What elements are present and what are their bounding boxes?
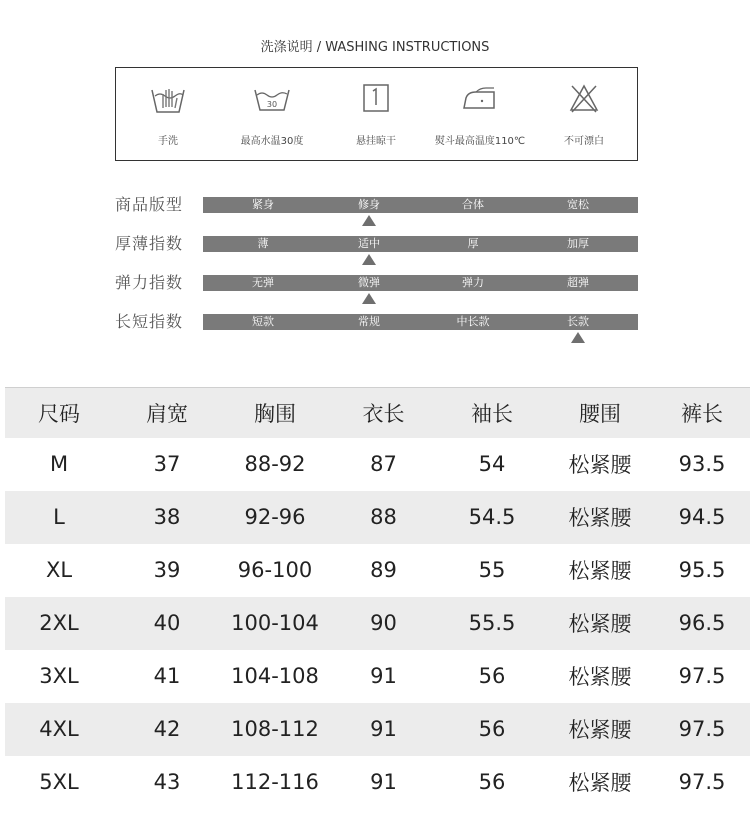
- table-row: [5, 756, 750, 809]
- wash-item-hang-dry: [324, 68, 428, 162]
- attr-row-length: [115, 312, 638, 352]
- table-cell: XL: [45, 558, 73, 582]
- wash-label: 手洗: [158, 136, 178, 147]
- attr-option: 适中: [358, 237, 380, 250]
- table-cell: 松紧腰: [546, 703, 654, 756]
- table-cell: 松紧腰: [568, 665, 632, 689]
- table-row: [5, 597, 750, 650]
- attr-row-thickness: [115, 234, 638, 274]
- table-cell: 88-92: [244, 452, 306, 476]
- table-row: [5, 650, 750, 703]
- attr-option: 紧身: [252, 198, 274, 211]
- table-cell: 91: [370, 770, 397, 794]
- wash-label: 悬挂晾干: [356, 136, 396, 147]
- table-cell: 松紧腰: [568, 559, 632, 583]
- table-cell: 40: [113, 597, 221, 650]
- table-row: [5, 703, 750, 756]
- table-cell: 松紧腰: [546, 491, 654, 544]
- table-cell: 97.5: [678, 664, 726, 688]
- attr-option: 加厚: [567, 237, 589, 250]
- table-cell: 91: [329, 703, 438, 756]
- wash-label: 不可漂白: [564, 136, 604, 147]
- table-cell: 91: [370, 664, 397, 688]
- attr-option: 修身: [358, 198, 380, 211]
- table-cell: M: [49, 452, 69, 476]
- table-cell: 54: [478, 452, 506, 476]
- no-bleach-icon: [567, 82, 601, 114]
- table-cell: 55.5: [438, 597, 546, 650]
- table-header-row: [5, 388, 750, 438]
- attr-option: 宽松: [567, 198, 589, 211]
- attr-name: 长短指数: [115, 312, 184, 331]
- attr-option: 常规: [358, 315, 380, 328]
- attr-option: 弹力: [462, 276, 484, 289]
- table-cell: 42: [113, 703, 221, 756]
- table-cell: 108-112: [221, 703, 329, 756]
- table-cell: 88: [329, 491, 438, 544]
- table-cell: 松紧腰: [568, 771, 632, 795]
- table-cell: 37: [153, 452, 181, 476]
- attr-bar: [203, 275, 638, 291]
- attr-bar: [203, 197, 638, 213]
- table-cell: 112-116: [231, 770, 319, 794]
- hang-dry-icon: [361, 82, 391, 114]
- wash-item-iron: [428, 68, 532, 162]
- table-cell: L: [5, 491, 113, 544]
- attr-name: 厚薄指数: [115, 234, 184, 253]
- table-cell: 5XL: [39, 770, 79, 794]
- table-cell: 松紧腰: [546, 597, 654, 650]
- attr-option: 长款: [567, 315, 589, 328]
- table-header: 袖长: [438, 388, 546, 438]
- table-cell: 55: [478, 558, 506, 582]
- table-cell: 96.5: [654, 597, 750, 650]
- table-cell: 2XL: [5, 597, 113, 650]
- wash-item-no-bleach: [532, 68, 636, 162]
- attr-option: 中长款: [456, 315, 490, 328]
- table-cell: 96-100: [237, 558, 313, 582]
- selected-marker-icon: [362, 215, 376, 226]
- table-header: 胸围: [221, 388, 329, 438]
- wash-label: 最高水温30度: [240, 136, 304, 147]
- selected-marker-icon: [362, 293, 376, 304]
- table-cell: 93.5: [678, 452, 726, 476]
- table-cell: 97.5: [678, 770, 726, 794]
- table-cell: 104-108: [231, 664, 319, 688]
- attr-name: 弹力指数: [115, 273, 184, 292]
- table-cell: 94.5: [654, 491, 750, 544]
- table-header: 腰围: [546, 388, 654, 438]
- attr-option: 超弹: [567, 276, 589, 289]
- attr-row-elasticity: [115, 273, 638, 313]
- attr-bar: [203, 314, 638, 330]
- table-row: [5, 438, 750, 491]
- table-cell: 90: [329, 597, 438, 650]
- selected-marker-icon: [571, 332, 585, 343]
- washing-instructions-box: [115, 67, 638, 161]
- attr-option: 厚: [467, 237, 479, 250]
- table-cell: 56: [478, 664, 506, 688]
- table-header: 尺码: [5, 388, 113, 438]
- table-header: 衣长: [329, 388, 438, 438]
- table-cell: 56: [438, 703, 546, 756]
- selected-marker-icon: [362, 254, 376, 265]
- table-cell: 97.5: [654, 703, 750, 756]
- wash-temp-text: 30: [266, 100, 278, 109]
- table-cell: 3XL: [39, 664, 79, 688]
- table-cell: 38: [113, 491, 221, 544]
- water-temp-30-icon: [252, 82, 292, 116]
- wash-item-water-temp: [220, 68, 324, 162]
- hand-wash-icon: [149, 82, 187, 116]
- table-cell: 松紧腰: [568, 453, 632, 477]
- attr-option: 无弹: [252, 276, 274, 289]
- table-cell: 4XL: [5, 703, 113, 756]
- table-cell: 95.5: [678, 558, 726, 582]
- attr-name: 商品版型: [115, 195, 184, 214]
- table-cell: 56: [478, 770, 506, 794]
- table-header: 裤长: [654, 388, 750, 438]
- table-cell: 41: [153, 664, 181, 688]
- table-row: [5, 491, 750, 544]
- attr-option: 微弹: [358, 276, 380, 289]
- iron-icon: [460, 82, 500, 114]
- table-cell: 43: [153, 770, 181, 794]
- wash-item-hand-wash: [116, 68, 220, 162]
- size-table: [5, 387, 750, 809]
- attr-bar: [203, 236, 638, 252]
- table-cell: 100-104: [221, 597, 329, 650]
- table-cell: 54.5: [438, 491, 546, 544]
- table-cell: 39: [153, 558, 181, 582]
- washing-title: 洗涤说明 / WASHING INSTRUCTIONS: [260, 40, 490, 55]
- wash-label: 熨斗最高温度110℃: [434, 136, 526, 147]
- table-cell: 87: [370, 452, 397, 476]
- table-cell: 89: [370, 558, 397, 582]
- table-header: 肩宽: [113, 388, 221, 438]
- table-cell: 92-96: [221, 491, 329, 544]
- table-row: [5, 544, 750, 597]
- attr-option: 合体: [462, 198, 484, 211]
- attr-option: 薄: [257, 237, 269, 250]
- attr-row-fit: [115, 195, 638, 235]
- attr-option: 短款: [252, 315, 274, 328]
